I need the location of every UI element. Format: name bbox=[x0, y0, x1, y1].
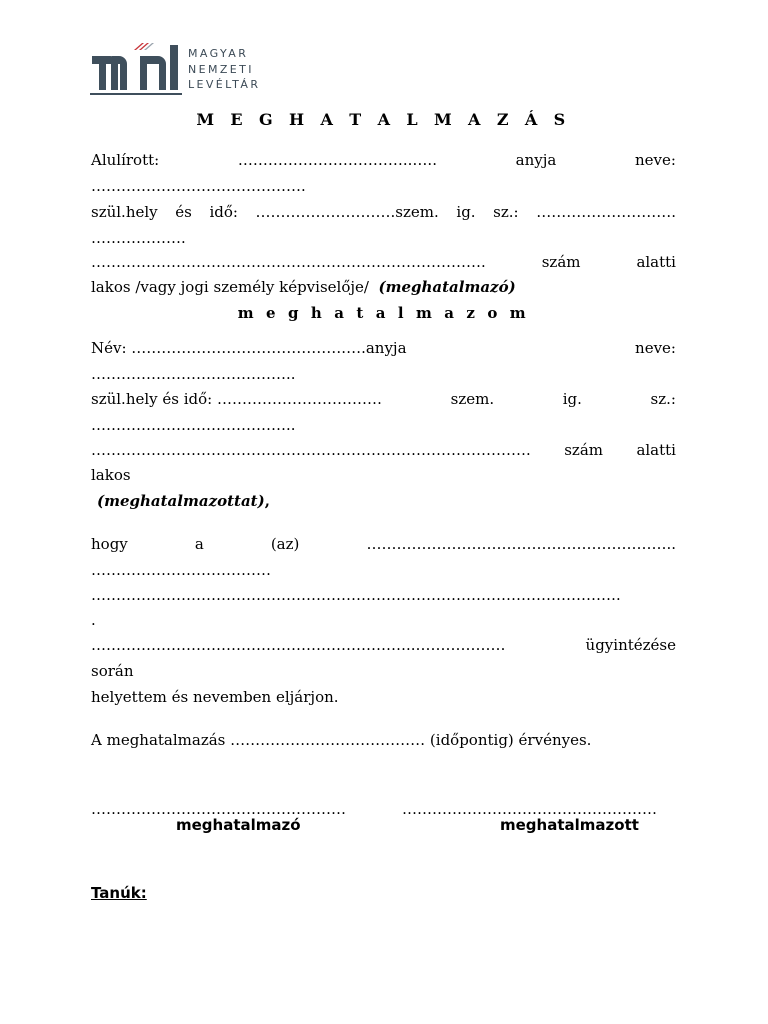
grantor-ig-word: ig. bbox=[456, 203, 476, 221]
grantee-role: (meghatalmazottat) bbox=[97, 492, 265, 510]
grantee-birth-blank: szül.hely és idő: …………………………… bbox=[91, 390, 382, 408]
grantee-line-1 bbox=[91, 338, 676, 358]
matter-blank-3: ……………………………………………………………………………………………. bbox=[91, 586, 621, 604]
grantee-szem-word: szem. bbox=[450, 390, 495, 408]
grantor-label: Alulírott: bbox=[91, 151, 160, 169]
grantee-line-5 bbox=[91, 440, 676, 460]
grantor-line-6 bbox=[91, 277, 676, 297]
grantee-line-3 bbox=[91, 389, 676, 409]
grantor-alatti-word: alatti bbox=[636, 253, 676, 271]
grantor-sz-word: sz.: bbox=[493, 203, 519, 221]
grantee-neve-word: neve: bbox=[635, 339, 676, 357]
grantee-address-blank: ……………………………………………………………………………. bbox=[91, 441, 531, 459]
grantor-address-blank: ……………………………………………………………………. bbox=[91, 253, 486, 271]
grantor-word-anyja: anyja bbox=[515, 151, 557, 169]
logo-line-2: NEMZETI bbox=[188, 62, 254, 76]
grantor-line-5 bbox=[91, 252, 676, 272]
grantee-alatti-word: alatti bbox=[636, 441, 676, 459]
logo-line-3: LEVÉLTÁR bbox=[188, 78, 261, 91]
mnl-logo bbox=[90, 42, 290, 98]
grantor-birthplace-word: szül.hely bbox=[91, 203, 158, 221]
grantor-resident-text: lakos /vagy jogi személy képviselője/ bbox=[91, 278, 369, 296]
grantee-sz-word: sz.: bbox=[650, 390, 676, 408]
logo-line-1: MAGYAR bbox=[188, 47, 249, 60]
matter-line-1 bbox=[91, 534, 676, 554]
grantor-szam-word: szám bbox=[541, 253, 581, 271]
grantor-id-blank: ………………………. bbox=[536, 203, 676, 221]
witnesses-heading: Tanúk: bbox=[91, 884, 147, 902]
matter-a-word: a bbox=[194, 535, 204, 553]
grantee-role-line bbox=[97, 491, 682, 511]
signature-label-grantee: meghatalmazott bbox=[500, 816, 639, 834]
grantor-word-neve: neve: bbox=[635, 151, 676, 169]
logo-text bbox=[188, 46, 260, 93]
section-subtitle: m e g h a t a l m a z o m bbox=[237, 304, 530, 322]
document-title: M E G H A T A L M A Z Á S bbox=[196, 110, 571, 129]
signature-line-grantee: …………………………………………… bbox=[402, 800, 657, 818]
grantor-time-word: idő: bbox=[209, 203, 238, 221]
matter-dot: . bbox=[91, 611, 96, 629]
grantor-and-word: és bbox=[175, 203, 192, 221]
grantor-mother-blank: ……………………………………. bbox=[91, 177, 306, 195]
signature-label-grantor: meghatalmazó bbox=[176, 816, 301, 834]
grantee-szam-word: szám bbox=[564, 441, 603, 459]
grantor-role: (meghatalmazó) bbox=[378, 278, 516, 296]
matter-az-word: (az) bbox=[270, 535, 300, 553]
grantor-line-3 bbox=[91, 202, 676, 222]
matter-blank-1: …………………………………………………….. bbox=[366, 535, 676, 553]
matter-soran-text: során bbox=[91, 662, 134, 680]
matter-blank-2: ……………………………… bbox=[91, 561, 271, 579]
matter-blank-4: ………………………………………………………..……………… bbox=[91, 636, 506, 654]
matter-ugyintezese-word: ügyintézése bbox=[585, 636, 676, 654]
grantee-ig-word: ig. bbox=[562, 390, 582, 408]
grantor-birth-blank: ……………………….szem. bbox=[255, 203, 439, 221]
grantee-resident-text: lakos bbox=[91, 466, 131, 484]
grantor-name-blank: ……………………………..….. bbox=[237, 151, 437, 169]
matter-line-5 bbox=[91, 635, 676, 655]
matter-hogy-word: hogy bbox=[91, 535, 128, 553]
validity-text: A meghatalmazás ………………………………… (időpontig) érvényes. bbox=[91, 731, 592, 749]
grantee-role-comma: , bbox=[264, 492, 270, 510]
signature-line-grantor: …………………………………………… bbox=[91, 800, 346, 818]
grantee-id-blank: ………………………………….. bbox=[91, 416, 296, 434]
grantor-line-1 bbox=[91, 150, 676, 170]
grantee-name-blank: Név: …………………………………….….anyja bbox=[91, 339, 407, 357]
mnl-logo-mark bbox=[90, 42, 186, 98]
matter-act-text: helyettem és nevemben eljárjon. bbox=[91, 688, 339, 706]
grantee-mother-blank: ………………………………….. bbox=[91, 365, 296, 383]
grantor-id-blank-cont: ………………. bbox=[91, 229, 186, 247]
